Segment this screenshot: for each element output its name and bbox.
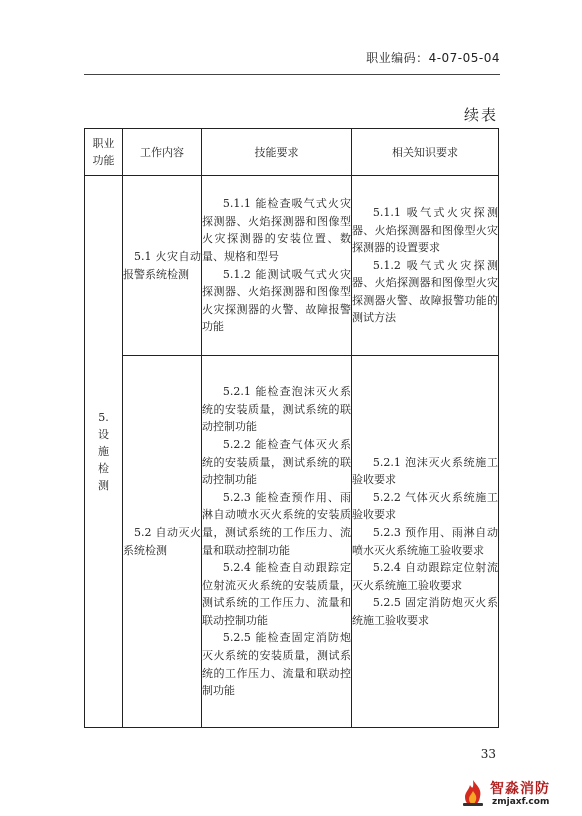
skill-item: 5.2.4 能检查自动跟踪定位射流灭火系统的安装质量，测试系统的工作压力、流量和联动控制功能 — [202, 561, 351, 627]
col-header-knowledge: 相关知识要求 — [352, 129, 499, 176]
col-header-function-text: 职业功能 — [92, 137, 115, 167]
table-row — [85, 356, 499, 728]
knowledge-item: 5.2.5 固定消防炮灭火系统施工验收要求 — [352, 596, 498, 627]
occupation-code: 职业编码：4-07-05-04 — [366, 51, 500, 65]
knowledge-cell — [352, 356, 499, 728]
knowledge-item: 5.2.1 泡沫灭火系统施工验收要求 — [352, 455, 498, 487]
page-number: 33 — [480, 747, 496, 761]
category-name-2: 施 — [98, 445, 109, 458]
table-row — [85, 176, 499, 356]
knowledge-item: 5.1.2 吸气式火灾探测器、火焰探测器和图像型火灾探测器火警、故障报警功能的测试方法 — [352, 258, 498, 325]
category-name-3: 检 — [98, 462, 109, 475]
col-header-skills: 技能要求 — [202, 129, 352, 176]
skill-item: 5.1.2 能测试吸气式火灾探测器、火焰探测器和图像型火灾探测器的火警、故障报警功能 — [202, 267, 351, 334]
skills-cell — [202, 176, 352, 356]
skills-table — [84, 128, 499, 728]
category-cell — [85, 176, 123, 728]
work-item-cell — [123, 356, 202, 728]
knowledge-item: 5.2.3 预作用、雨淋自动喷水灭火系统施工验收要求 — [352, 525, 498, 557]
flame-logo-icon — [458, 778, 488, 808]
knowledge-item: 5.2.4 自动跟踪定位射流灭火系统施工验收要求 — [352, 561, 498, 592]
skill-item: 5.2.1 能检查泡沫灭火系统的安装质量，测试系统的联动控制功能 — [202, 385, 351, 434]
logo-url: zmjaxf.com — [492, 797, 550, 807]
category-number: 5. — [98, 411, 109, 424]
skills-cell — [202, 356, 352, 728]
logo-title: 智淼消防 — [490, 781, 550, 797]
work-item-cell — [123, 176, 202, 356]
skill-item: 5.2.5 能检查固定消防炮灭火系统的安装质量，测试系统的工作压力、流量和联动控制功能 — [202, 631, 351, 698]
skill-item: 5.2.2 能检查气体灭火系统的安装质量，测试系统的联动控制功能 — [202, 437, 351, 487]
header-divider — [84, 74, 500, 75]
work-item-text: 5.2 自动灭火系统检测 — [123, 525, 201, 557]
knowledge-item: 5.1.1 吸气式火灾探测器、火焰探测器和图像型火灾探测器的设置要求 — [352, 205, 498, 255]
work-item-text: 5.1 火灾自动报警系统检测 — [123, 249, 201, 281]
site-logo[interactable] — [458, 776, 578, 812]
col-header-function — [85, 129, 123, 176]
table-header-row — [85, 129, 499, 176]
col-header-content: 工作内容 — [123, 129, 202, 176]
skill-item: 5.1.1 能检查吸气式火灾探测器、火焰探测器和图像型火灾探测器的安装位置、数量、规格和型号 — [202, 197, 351, 263]
category-name-1: 设 — [98, 428, 109, 441]
continued-label: 续表 — [463, 106, 498, 124]
category-name-4: 测 — [98, 479, 109, 492]
knowledge-item: 5.2.2 气体灭火系统施工验收要求 — [352, 490, 498, 522]
knowledge-cell — [352, 176, 499, 356]
skill-item: 5.2.3 能检查预作用、雨淋自动喷水灭火系统的安装质量，测试系统的工作压力、流量和联动控制功能 — [202, 490, 351, 557]
